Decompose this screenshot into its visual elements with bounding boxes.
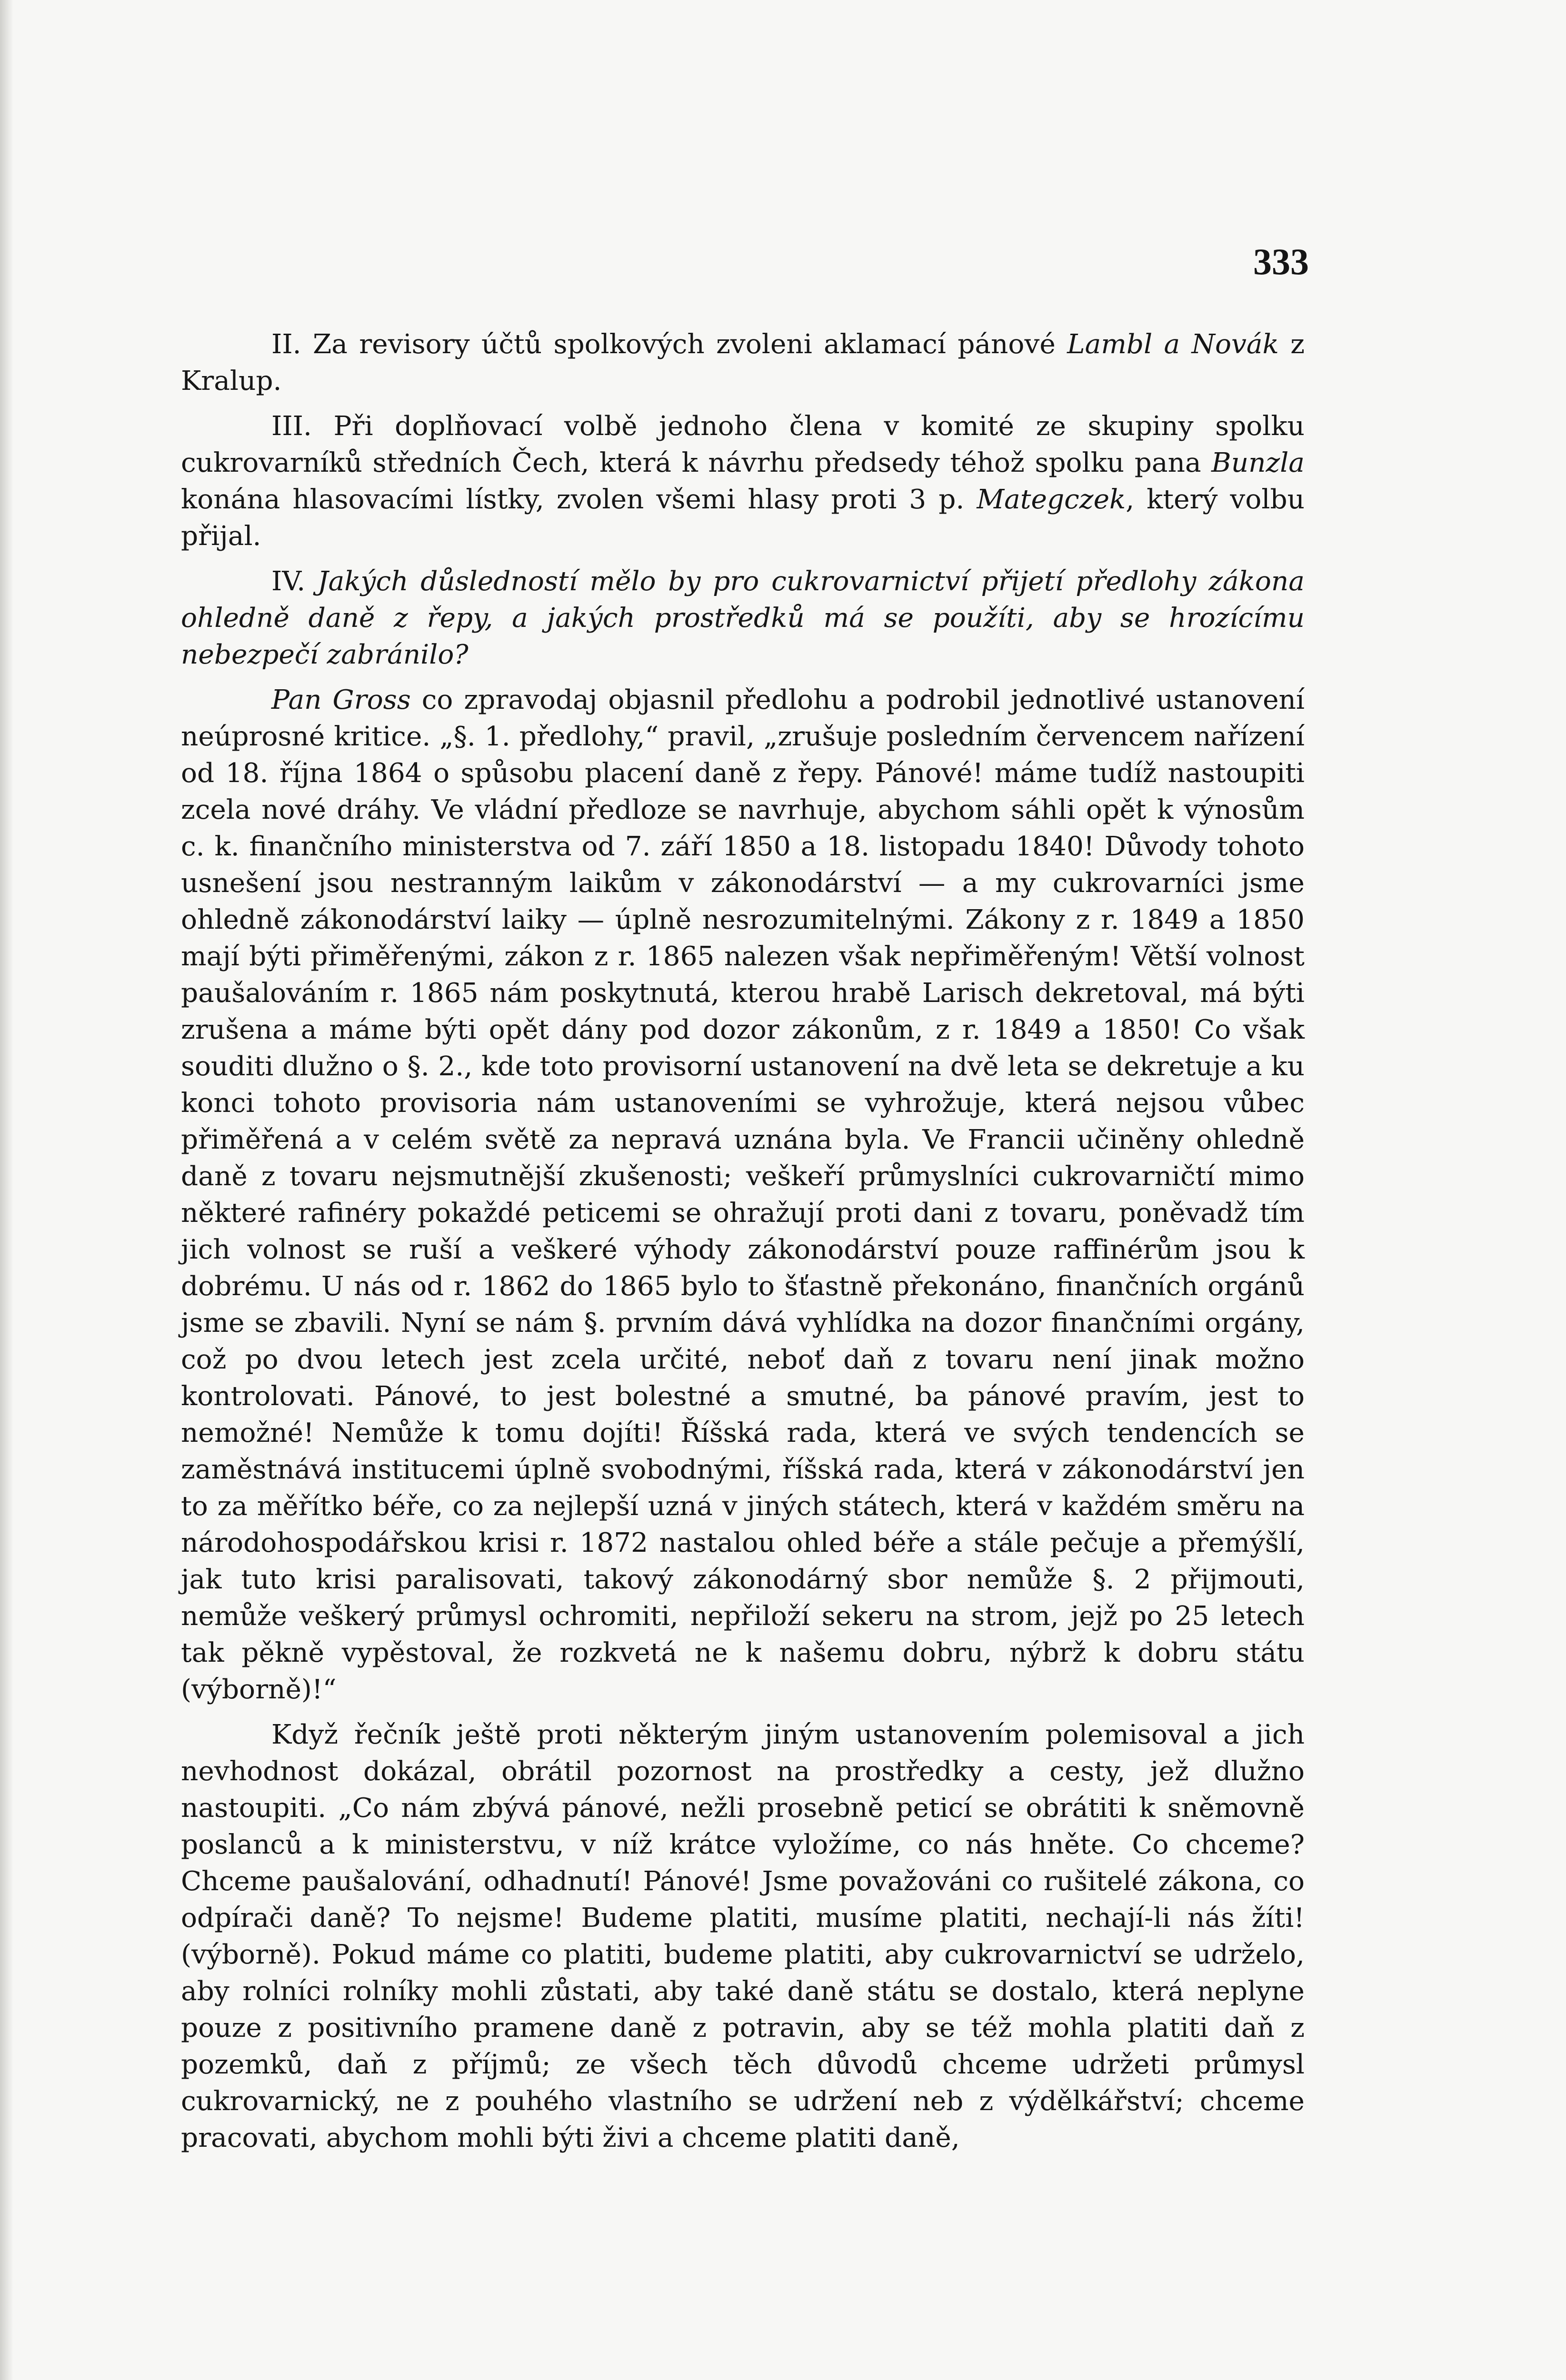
paragraph-gross-speech [181, 682, 1305, 1708]
italic-question: Jakých důsledností mělo by pro cukrovarnictví přijetí předlohy zákona ohledně daně z řepy, a jakých prostředků má se použíti, aby se hrozícímu nebezpečí zabránilo? [181, 566, 1305, 670]
text-run: z Kralup. [181, 329, 1305, 397]
paragraph-speaker-continued [181, 1716, 1305, 2156]
paragraph-ii [181, 326, 1305, 399]
text-run: konána hlasovacími lístky, zvolen všemi hlasy proti 3 p. [181, 484, 977, 515]
italic-names: Lambl a Novák [1067, 329, 1279, 360]
page-number: 333 [1253, 241, 1309, 282]
text-run: co zpravodaj objasnil předlohu a podrobil jednotlivé ustanovení neúprosné kritice. „§. 1. předlohy,“ pravil, „zrušuje posledním červencem nařízení od 18. října 1864 o spůsobu placení daně z řepy. Pánové! máme tudíž nastoupiti zcela nové dráhy. Ve vládní předloze se navrhuje, abychom sáhli opět k výnosům c. k. finančního ministerstva od 7. září 1850 a 18. listopadu 1840! Důvody tohoto usnešení jsou nestranným laikům v zákonodárství — a my cukrovarníci jsme ohledně zákonodárství laiky — úplně nesrozumitelnými. Zákony z r. 1849 a 1850 mají býti přiměřenými, zákon z r. 1865 nalezen však nepřiměřeným! Větší volnost paušalováním r. 1865 nám poskytnutá, kterou hrabě Larisch dekretoval, má býti zrušena a máme býti opět dány pod dozor zákonům, z r. 1849 a 1850! Co však souditi dlužno o §. 2., kde toto provisorní ustanovení na dvě leta se dekretuje a ku konci tohoto provisoria nám ustanoveními se vyhrožuje, která nejsou vůbec přiměřená a v celém světě za nepravá uznána byla. Ve Francii učiněny ohledně daně z tovaru nejsmutnější zkušenosti; veškeří průmyslníci cukrovarničtí mimo některé rafinéry pokaždé peticemi se ohražují proti dani z tovaru, poněvadž tím jich volnost se ruší a veškeré výhody zákonodárství pouze raffinérům jsou k dobrému. U nás od r. 1862 do 1865 bylo to šťastně překonáno, finančních orgánů jsme se zbavili. Nyní se nám §. prvním dává vyhlídka na dozor finančními orgány, což po dvou letech jest zcela určité, neboť daň z tovaru není jinak možno kontrolovati. Pánové, to jest bolestné a smutné, ba pánové pravím, jest to nemožné! Nemůže k tomu dojíti! Říšská rada, která ve svých tendencích se zaměstnává institucemi úplně svobodnými, říšská rada, která v zákonodárství jen to za měřítko béře, co za nejlepší uzná v jiných státech, která v každém směru na národohospodářskou krisi r. 1872 nastalou ohled béře a stále pečuje a přemýšlí, jak tuto krisi paralisovati, takový zákonodárný sbor nemůže §. 2 přijmouti, nemůže veškerý průmysl ochromiti, nepřiloží sekeru na strom, jejž po 25 letech tak pěkně vypěstoval, že rozkvetá ne k našemu dobru, nýbrž k dobru státu (výborně)!“ [181, 684, 1305, 1705]
italic-name: Bunzla [1211, 447, 1305, 478]
paragraph-iii [181, 408, 1305, 555]
body-text [181, 326, 1305, 2165]
italic-name: Pan Gross [271, 684, 411, 715]
text-run: IV. [271, 566, 318, 597]
text-run: , který volbu přijal. [181, 484, 1305, 552]
page-edge-shadow [0, 0, 13, 2380]
text-run: III. Při doplňovací volbě jednoho člena v komité ze skupiny spolku cukrovarníků středních Čech, která k návrhu předsedy téhož spolku pana [181, 411, 1305, 478]
italic-name: Mategczek [977, 484, 1126, 515]
text-run: Když řečník ještě proti některým jiným ustanovením polemisoval a jich nevhodnost dokázal, obrátil pozornost na prostředky a cesty, jež dlužno nastoupiti. „Co nám zbývá pánové, nežli prosebně peticí se obrátiti k sněmovně poslanců a k ministerstvu, v níž krátce vyložíme, co nás hněte. Co chceme? Chceme paušalování, odhadnutí! Pánové! Jsme považováni co rušitelé zákona, co odpírači daně? To nejsme! Budeme platiti, musíme platiti, nechají-li nás žíti! (výborně). Pokud máme co platiti, budeme platiti, aby cukrovarnictví se udrželo, aby rolníci rolníky mohli zůstati, aby také daně státu se dostalo, která neplyne pouze z positivního pramene daně z potravin, aby se též mohla platiti daň z pozemků, daň z příjmů; ze všech těch důvodů chceme udržeti průmysl cukrovarnický, ne z pouhého vlastního se udržení neb z výdělkářství; chceme pracovati, abychom mohli býti živi a chceme platiti daně, [181, 1719, 1305, 2153]
paragraph-iv [181, 563, 1305, 673]
text-run: II. Za revisory účtů spolkových zvoleni aklamací pánové [271, 329, 1067, 360]
